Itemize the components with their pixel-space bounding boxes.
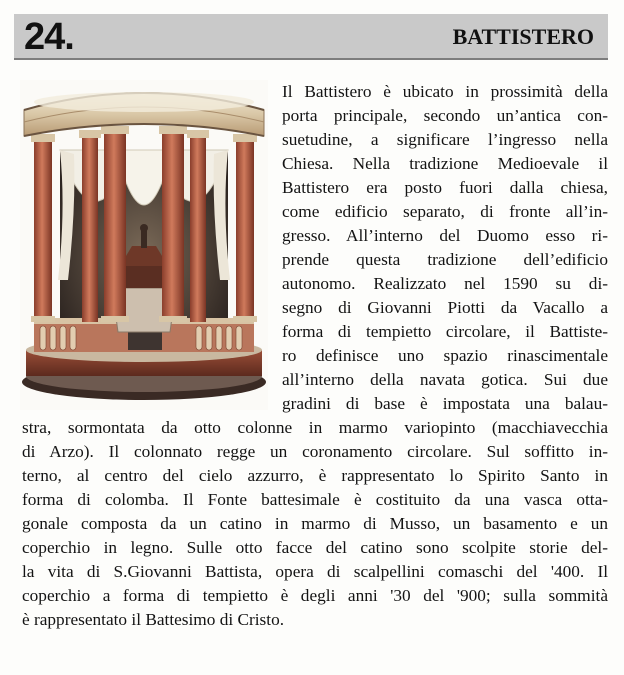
text-line: gresso. All’interno del Duomo esso ri- [282, 226, 608, 245]
text-line: porta principale, secondo un’antica con- [282, 106, 608, 125]
section-number: 24. [24, 16, 74, 58]
text-line: come edificio separato, di fronte all’in- [282, 202, 608, 221]
text-line: suetudine, a significare l’ingresso nella [282, 130, 608, 149]
text-line: Battistero era posto fuori dalla chiesa, [282, 178, 608, 197]
text-line: all’interno della navata gotica. Sui due [282, 370, 608, 389]
text-line: prende questa tradizione dell’edificio [282, 250, 608, 269]
section-title: BATTISTERO [452, 24, 594, 49]
text-line: Chiesa. Nella tradizione Medioevale il [282, 154, 608, 173]
text-line: è rappresentato il Battesimo di Cristo. [22, 610, 285, 629]
text-line: autonomo. Realizzato nel 1590 su di- [282, 274, 608, 293]
text-line: Il Battistero è ubicato in prossimità della [282, 82, 608, 101]
text-line: ro definisce uno spazio rinascimentale [282, 346, 608, 365]
text-line: segno di Giovanni Piotti da Vacallo a [282, 298, 608, 317]
text-line: di Arzo). Il colonnato regge un coronamento circolare. Sul soffitto in- [22, 442, 608, 461]
text-line: gradini di base è impostata una balau- [282, 394, 608, 413]
text-line: coperchio in legno. Sulle otto facce del catino sono scolpite storie del- [22, 538, 608, 557]
text-line: forma di colomba. Il Fonte battesimale è costituito da una vasca otta- [22, 490, 608, 509]
text-line: terno, al centro del cielo azzurro, è rappresentato lo Spirito Santo in [22, 466, 608, 485]
header-bar [14, 14, 608, 60]
text-line: la vita di S.Giovanni Battista, opera di scalpellini comaschi del '400. Il [22, 562, 608, 581]
text-line: coperchio a forma di tempietto è degli anni '30 del '900; sulla sommità [22, 586, 608, 605]
text-line: forma di tempietto circolare, il Battiste- [282, 322, 608, 341]
text-line: stra, sormontata da otto colonne in marmo variopinto (macchiavecchia [22, 418, 608, 437]
baptistery-photo [20, 80, 268, 410]
text-line: gonale composta da un catino in marmo di Musso, un basamento e un [22, 514, 608, 533]
